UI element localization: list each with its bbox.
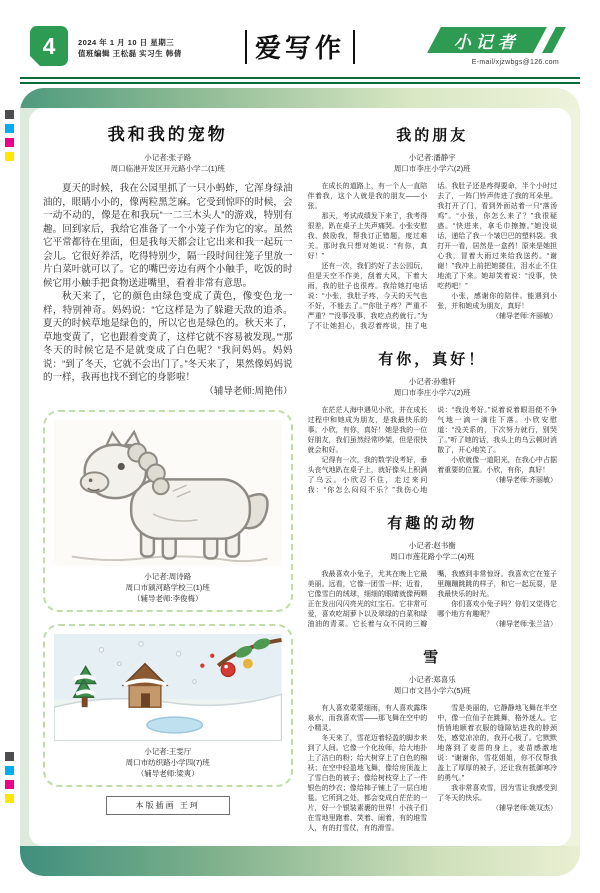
- panel-bottom-band: [20, 846, 580, 876]
- paragraph: 那天，考试成绩发下来了，我考得很差，趴在桌子上失声痛哭。小张安慰我、鼓励我，帮我订正错题，度过难关。那时我只想对她说：“有你，真好！”: [307, 213, 428, 260]
- paragraph: 在成长的道路上，有一个人一直陪伴着我，这个人就是我的朋友——小张。: [307, 183, 428, 210]
- panel-inner: [29, 108, 571, 846]
- article-byline: [308, 674, 558, 696]
- article-body: [308, 406, 558, 496]
- panel-middle: [20, 108, 580, 846]
- artwork-box-winter: [43, 624, 293, 787]
- artwork-school: 周口市纺织路小学四(7)班: [125, 758, 210, 768]
- article-interesting-animal: [308, 512, 558, 630]
- reg-mark-black-icon: [5, 110, 14, 119]
- editor-line: 值班编辑 王松磊 实习生 韩倩: [78, 49, 182, 58]
- content-panel: [20, 88, 580, 876]
- article-school: 周口市莲花路小学二(4)班: [390, 552, 475, 561]
- reg-mark-magenta-icon: [5, 138, 14, 147]
- artwork-box-pony: [43, 410, 293, 612]
- article-snow: [308, 646, 558, 834]
- teacher-credit: （辅导老师:张兰洁）: [492, 621, 557, 628]
- paragraph: 小欣就像一道阳光，在我心中占据着重要的位置。小欣，有你，真好！: [437, 457, 557, 474]
- article-school: 周口市李庄小学六(2)班: [393, 388, 471, 397]
- contact-email: E-mail/xjzwbgs@126.com: [471, 59, 559, 66]
- pony-sketch-drawing: [54, 420, 282, 566]
- paragraph: 我非常喜欢雪，因为雪让我感受到了冬天的快乐。: [437, 785, 557, 802]
- article-author: 小记者:张子路: [144, 153, 192, 162]
- paragraph: 记得有一次，我的数学没考好，垂头丧气地趴在桌子上，就好像头上积满了乌云。小欣忍不住，走过来问我：“你怎么闷闷不乐？”我伤心地说：“我没考好。”说着说着眼泪便不争气地一滴一滴往下落。小欣安慰道：“没关系的，下次努力就行，别哭了。”听了她的话，我头上的乌云顿时消散了，开心地笑了。: [307, 407, 557, 494]
- article-body: [308, 704, 558, 834]
- article-byline: [308, 376, 558, 398]
- page-number: 4: [42, 32, 56, 59]
- artwork-caption: [54, 571, 282, 604]
- paragraph: 雪是美丽的，它静静地飞舞在半空中，像一位仙子在跳舞，格外迷人。它悄悄地顺着衣服的缝隙钻进我的脖颈处，感觉凉凉的，我开心极了。它默默地落到了麦苗的身上，麦苗感激地说：“谢谢你，雪花姐姐，你不仅帮我盖上了厚厚的被子，还让我有抵御寒冷的勇气。”: [437, 705, 557, 782]
- artwork-author: 小记者:周诗路: [144, 572, 192, 582]
- article-school: 周口市文昌小学六(5)班: [393, 686, 471, 695]
- paragraph: 有人喜欢蒙蒙细雨，有人喜欢露珠泉水，而我喜欢雪——那飞舞在空中的小精灵。: [307, 705, 428, 732]
- paragraph: 冬天来了，雪花迈着轻盈的脚步来到了人间。它像一个化妆师，给大地扑上了洁白的粉；给大树穿上了白色的棉袄；在空中轻盈地飞舞，像给房顶盖上了雪白色的被子；像给树枝穿上了一件银色的纱衣；像给柿子铺上了一层白地毯。它所到之处，都会变成白茫茫的一片，好一个银装素裹的世界！小孩子们在雪地里跑着、笑着、闹着，有的堆雪人，有的打雪仗，有的滑雪。: [307, 735, 428, 832]
- print-registration-marks: [5, 110, 14, 161]
- article-body: [308, 570, 558, 630]
- reg-mark-black-icon: [5, 752, 14, 761]
- teacher-credit: （辅导老师:齐丽敏）: [492, 477, 557, 484]
- right-column: [308, 120, 558, 834]
- paragraph: 小张，感谢你的陪伴。能遇到小张，并和她成为朋友，真好！: [437, 293, 557, 310]
- panel-top-band: [20, 88, 580, 108]
- article-school: 周口临港开发区开元路小学二(1)班: [110, 164, 225, 173]
- article-byline: [308, 152, 558, 174]
- reg-mark-yellow-icon: [5, 152, 14, 161]
- left-column: [43, 120, 293, 834]
- article-author: 小记者:孙雅轩: [408, 377, 456, 386]
- brand-name: 小记者: [454, 32, 520, 53]
- winter-scene-drawing: [54, 634, 282, 741]
- article-title: 我的朋友: [396, 127, 469, 144]
- teacher-credit: （辅导老师:齐丽敏）: [492, 313, 557, 320]
- paragraph: 我最喜欢小兔子，尤其在晚上它最美丽。远看，它像一团雪一样；近看，它像雪白的绒球，细细的眼睛就像两颗正在发出闪闪亮光的红宝石。它非常可爱，喜欢吃胡萝卜以及翠绿的白菜和绿油油的青菜。它长着与众不同的三瓣嘴，我感到非常惊讶。我喜欢它在笼子里蹦蹦跳跳的样子，和它一起玩耍，是我最快乐的时光。: [307, 571, 557, 628]
- paragraph: 秋天来了，它的颜色由绿色变成了黄色，像变色龙一样，特别神奇。妈妈说：“它这样是为了躲避天敌的追杀。夏天的时候草地是绿色的，所以它也是绿色的。秋天来了，草地变黄了，它也跟着变黄了，这样它就不容易被发现。”“那冬天的时候它是不是就变成了白色呢？”我问妈妈。妈妈说：“到了冬天，它就不会出门了。”冬天来了，果然像妈妈说的一样，我再也找不到它的身影啦！: [43, 291, 293, 383]
- article-title: 雪: [423, 649, 442, 666]
- teacher-credit: （辅导老师:姚双杰）: [492, 805, 557, 812]
- paragraph: 夏天的时候，我在公园里抓了一只小蚂蚱，它浑身绿油油的，眼睛小小的，像两粒黑芝麻。它受到惊吓的时候，会一动不动的，像是在和我玩“一二三木头人”的游戏，特别有趣。回到家后，我给它准备了一个小笼子作为它的家。虽然它平常都待在里面，但是我每天都会让它出来和我一起玩一会儿。它很好养活，吃得特别少，隔一段时间往笼子里放一片白菜叶就可以了。它的嘴巴旁边有两个小触手，吃饭的时候它用小触手把食物送进嘴里，看着非常有意思。: [43, 183, 293, 289]
- article-school: 周口市李庄小学六(2)班: [393, 164, 471, 173]
- article-body: [308, 182, 558, 332]
- artwork-teacher: （辅导老师:李俊梅）: [132, 594, 203, 604]
- article-author: 小记者:赵书衡: [408, 541, 456, 550]
- artwork-teacher: （辅导老师:梁爽）: [136, 769, 199, 779]
- teacher-credit: （辅导老师:周艳伟）: [204, 385, 293, 397]
- artwork-author: 小记者:王雯厅: [144, 747, 192, 757]
- article-author: 小记者:郑喜乐: [408, 675, 456, 684]
- article-my-friend: [308, 124, 558, 332]
- article-good-to-have-you: [308, 348, 558, 496]
- article-byline: [308, 540, 558, 562]
- header-rule: [20, 77, 580, 84]
- title-bar-right: [353, 30, 355, 64]
- title-bar-left: [245, 30, 247, 64]
- article-author: 小记者:潘静宇: [408, 153, 456, 162]
- article-title: 有你，真好！: [378, 351, 487, 368]
- artwork-caption: [54, 746, 282, 779]
- article-byline: [43, 152, 293, 174]
- paragraph: 你们喜欢小兔子吗？你们又觉得它哪个地方有趣呢？: [437, 601, 557, 618]
- print-registration-marks: [5, 752, 14, 803]
- illustrator-credit: 本版插画 王珂: [106, 796, 230, 815]
- brand-banner: [427, 27, 547, 53]
- reg-mark-cyan-icon: [5, 124, 14, 133]
- artwork-school: 周口市颍河路学校三(1)班: [125, 583, 210, 593]
- reg-mark-magenta-icon: [5, 780, 14, 789]
- reg-mark-cyan-icon: [5, 766, 14, 775]
- article-title: 我和我的宠物: [107, 125, 228, 144]
- section-title-text: 爱写作: [254, 34, 345, 63]
- reg-mark-yellow-icon: [5, 794, 14, 803]
- article-body: [43, 182, 293, 398]
- article-my-pet: [43, 120, 293, 398]
- date-line: 2024 年 1 月 10 日 星期三: [78, 38, 175, 47]
- paragraph: 还有一次，我们约好了去公园玩，但是天空不作美，刮着大风，下着大雨，我的肚子也很疼。我给她打电话说：“小张，我肚子疼，今天的天气也不好，不能去了。”“你肚子疼？严重不严重？”“没事没事，我吃点药就行。”为了不让她担心，我忍着疼说，挂了电话。我肚子还是疼得要命，半个小时过去了，一阵门铃声传进了我的耳朵里。我打开了门，看到外面站着一只“落汤鸡”。“小张，你怎么来了？”我很疑惑。“快进来，拿毛巾擦擦。”她没说话，递给了我一个皱巴巴的塑料袋。我打开一看，居然是一盒药！原来是她担心我，冒着大雨过来给我送药。“谢谢！”我冲上前把她搂住，泪水止不住地流了下来。她却笑着说：“没事，快吃药吧！”: [307, 183, 557, 330]
- article-title: 有趣的动物: [387, 515, 478, 532]
- paragraph: 在茫茫人海中遇见小欣，并在成长过程中和她成为朋友，是我最快乐的事。小欣，有你，真好！她是我的一位好朋友，我们虽然经常吵架，但是很快就会和好。: [307, 407, 428, 454]
